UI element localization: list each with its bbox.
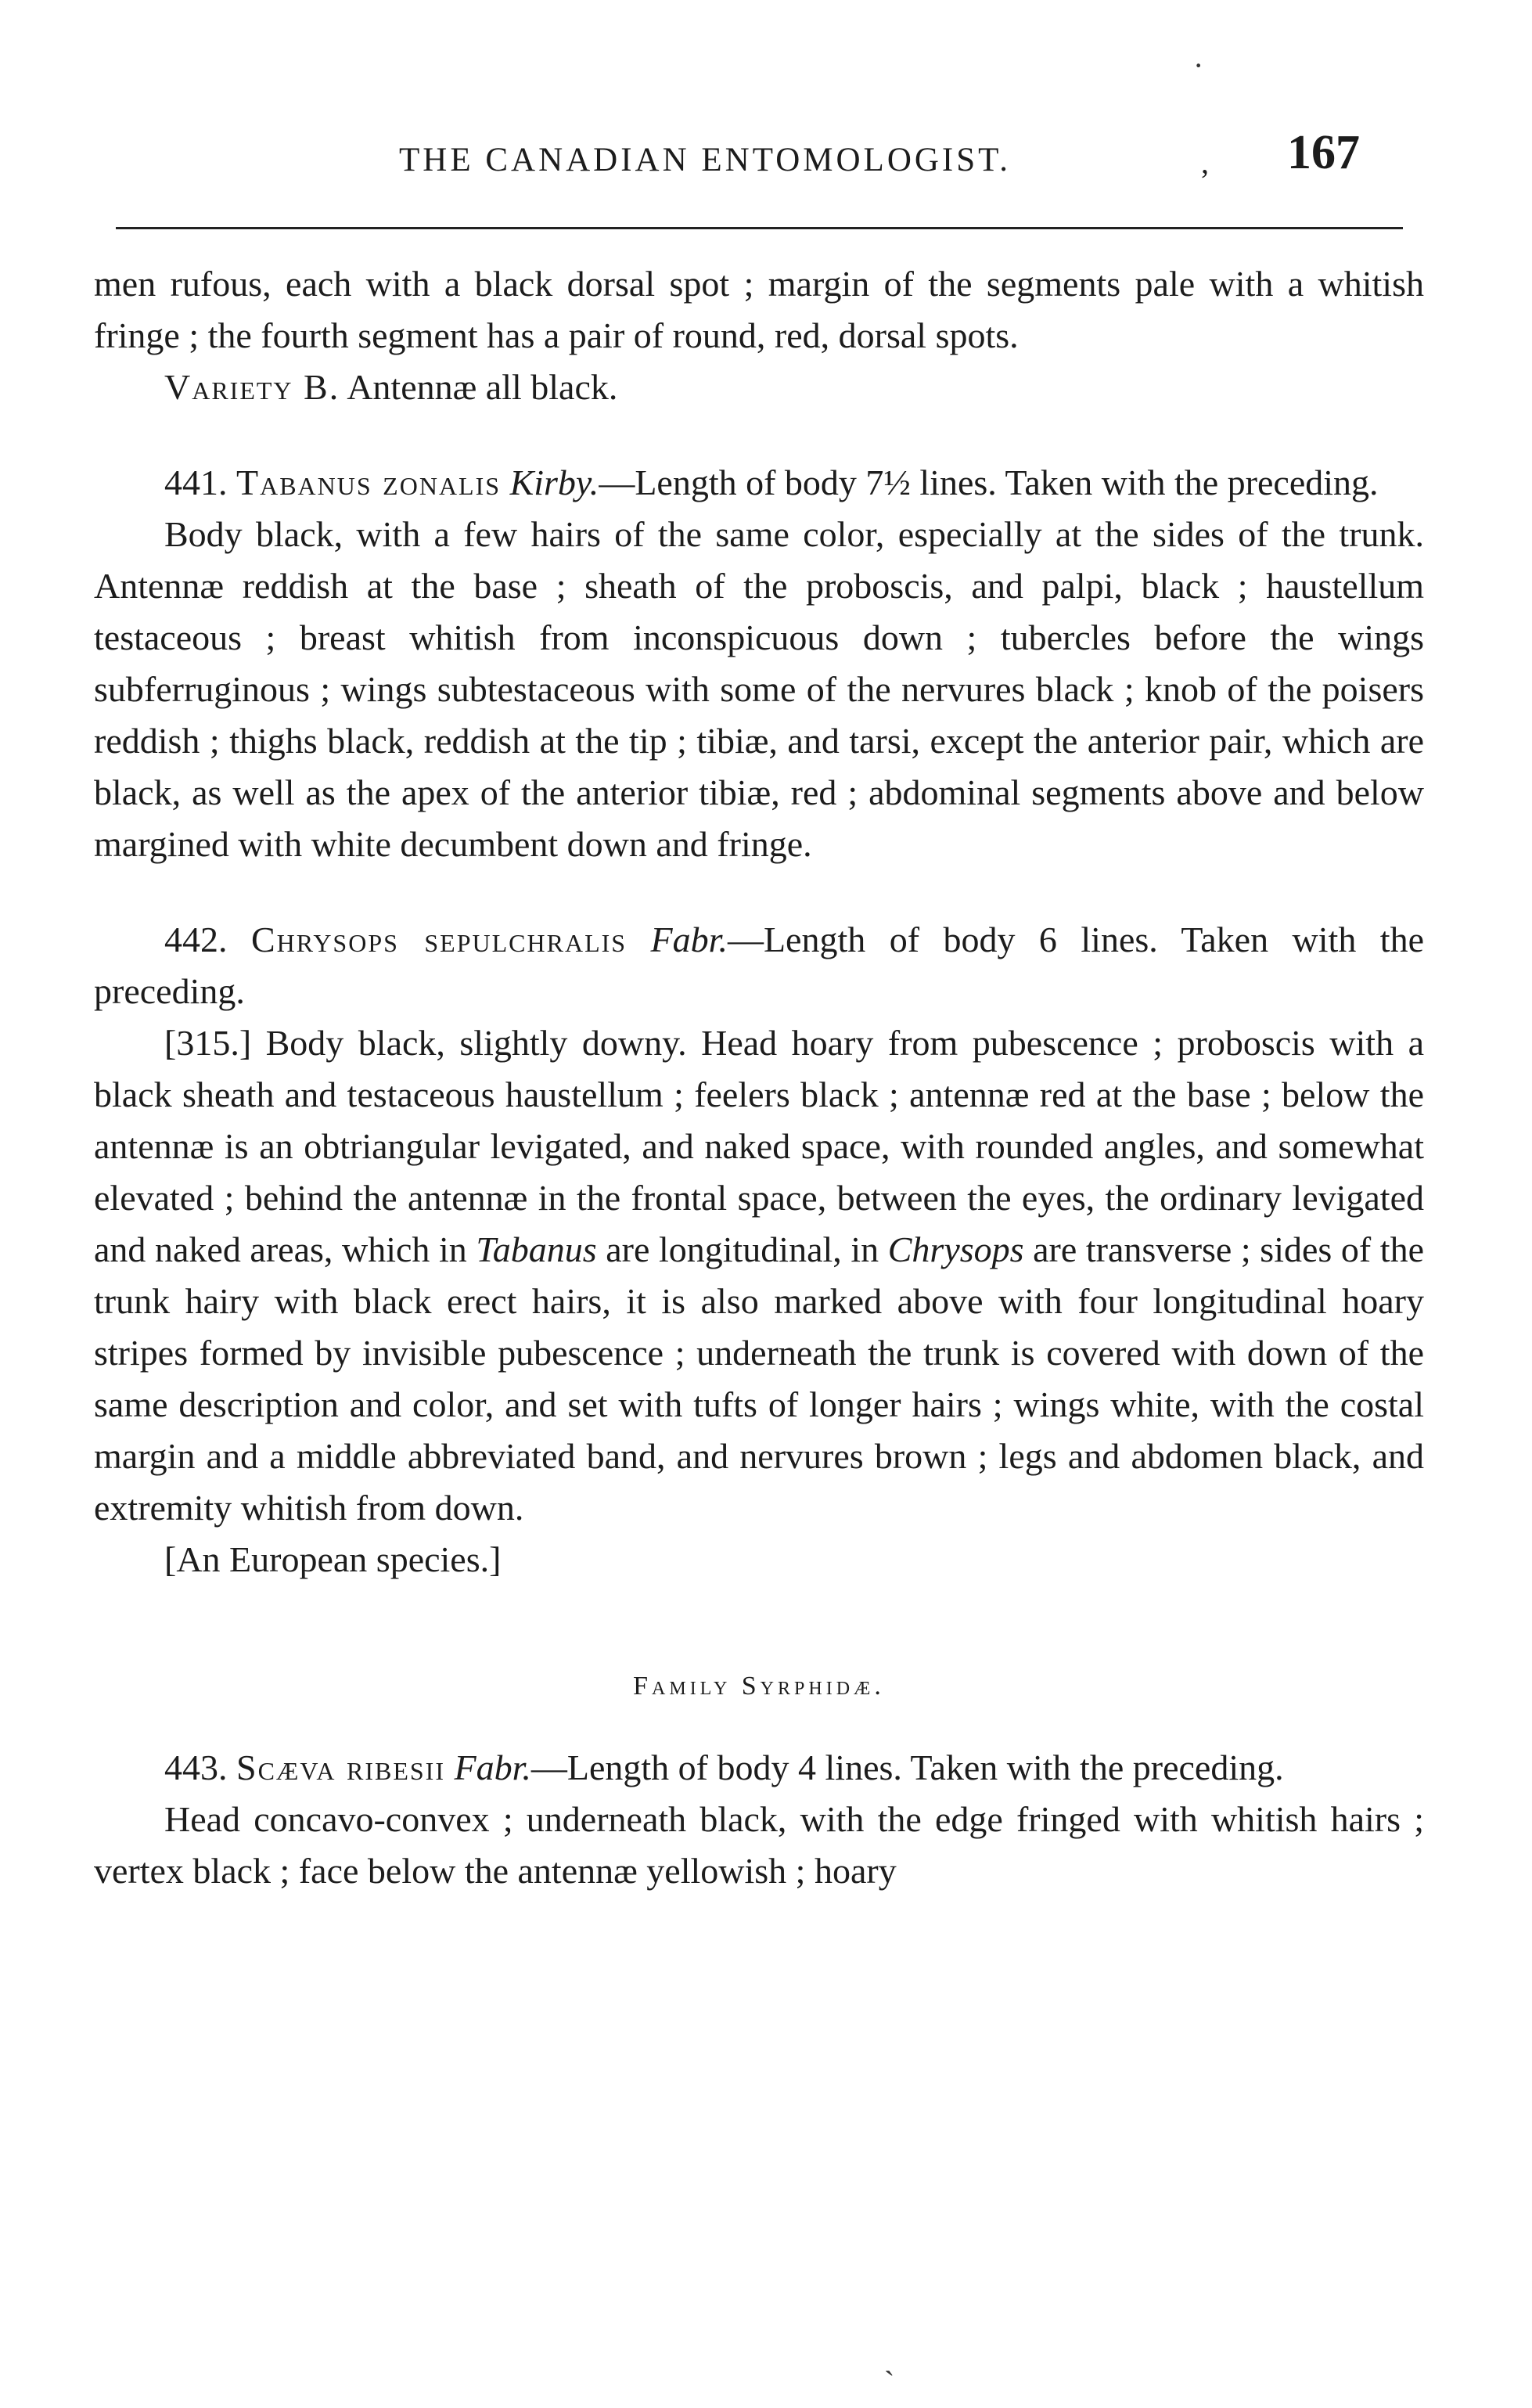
entry-number: 443.	[164, 1748, 228, 1787]
genus-name: Tabanus	[476, 1229, 597, 1269]
species-name: Scæva ribesii	[236, 1748, 445, 1787]
entry-number: 442.	[164, 920, 228, 959]
entry-number: 441.	[164, 463, 228, 502]
species-author: Fabr.	[454, 1748, 531, 1787]
entry-442-note: [An European species.]	[164, 1539, 502, 1579]
entry-intro: —Length of body 4 lines. Taken with the preceding.	[530, 1748, 1284, 1787]
margin-tick: ˏ	[884, 2341, 895, 2376]
running-head	[0, 125, 1532, 188]
continuation-paragraph: men rufous, each with a black dorsal spot ; margin of the segments pale with a whitish fringe ; the fourth segment has a pair of round, red, dorsal spots.	[94, 264, 1424, 355]
species-author: Fabr.	[650, 920, 728, 959]
variety-paragraph	[94, 362, 1424, 413]
entry-442-heading	[94, 914, 1424, 1017]
text-block	[94, 258, 1424, 1897]
species-name: Chrysops sepulchralis	[250, 920, 628, 959]
page-number: 167	[1287, 126, 1360, 179]
family-heading: Family Syrphidæ.	[633, 1672, 885, 1701]
entry-443-body: Head concavo-convex ; underneath black, with the edge fringed with whitish hairs ; vertex black ; face below the antennæ yellowish ; hoary	[94, 1799, 1424, 1891]
header-rule	[116, 227, 1403, 229]
entry-intro: —Length of body 7½ lines. Taken with the preceding.	[599, 463, 1379, 502]
body-text-a: Body black, slightly downy. Head hoary from pubescence ; proboscis with a black sheath and testaceous haustellum ; feelers black ; antennæ red at the base ; below the antennæ is an obtriangular levigated, and naked space, with rounded angles, and somewhat elevated ; behind the antennæ in the frontal space, between the eyes, the ordinary levigated and naked areas, which in	[94, 1023, 1424, 1269]
margin-dot: ·	[1193, 48, 1204, 83]
body-text-b: are longitudinal, in	[596, 1229, 888, 1269]
page-reference: [315.]	[164, 1023, 252, 1063]
running-title: THE CANADIAN ENTOMOLOGIST.	[399, 142, 1011, 178]
variety-text: Antennæ all black.	[347, 367, 618, 407]
entry-441-body: Body black, with a few hairs of the same color, especially at the sides of the trunk. Antennæ reddish at the base ; sheath of the proboscis, and palpi, black ; haustellum testaceous ; breast whitish from inconspicuous down ; tubercles before the wings subferruginous ; wings subtestaceous with some of the nervures black ; knob of the poisers reddish ; thighs black, reddish at the tip ; tibiæ, and tarsi, except the anterior pair, which are black, as well as the apex of the anterior tibiæ, red ; abdominal segments above and below margined with white decumbent down and fringe.	[94, 514, 1424, 864]
genus-name: Chrysops	[887, 1229, 1024, 1269]
entry-441-heading	[94, 457, 1424, 509]
header-mark: ,	[1201, 145, 1209, 180]
entry-442-body	[94, 1017, 1424, 1534]
body-text-c: are transverse ; sides of the trunk hairy with black erect hairs, it is also marked above with four longitudinal hoary stripes formed by invisible pubescence ; underneath the trunk is covered with down of the same description and color, and set with tufts of longer hairs ; wings white, with the costal margin and a middle abbreviated band, and nervures brown ; legs and abdomen black, and extremity whitish from down.	[94, 1229, 1424, 1528]
entry-443-heading	[94, 1742, 1424, 1794]
species-name: Tabanus zonalis	[236, 463, 502, 502]
entry-intro: —Length of body 6 lines. Taken with the preceding.	[94, 920, 1424, 1011]
variety-label: Variety B.	[164, 367, 340, 407]
species-author: Kirby.	[509, 463, 599, 502]
